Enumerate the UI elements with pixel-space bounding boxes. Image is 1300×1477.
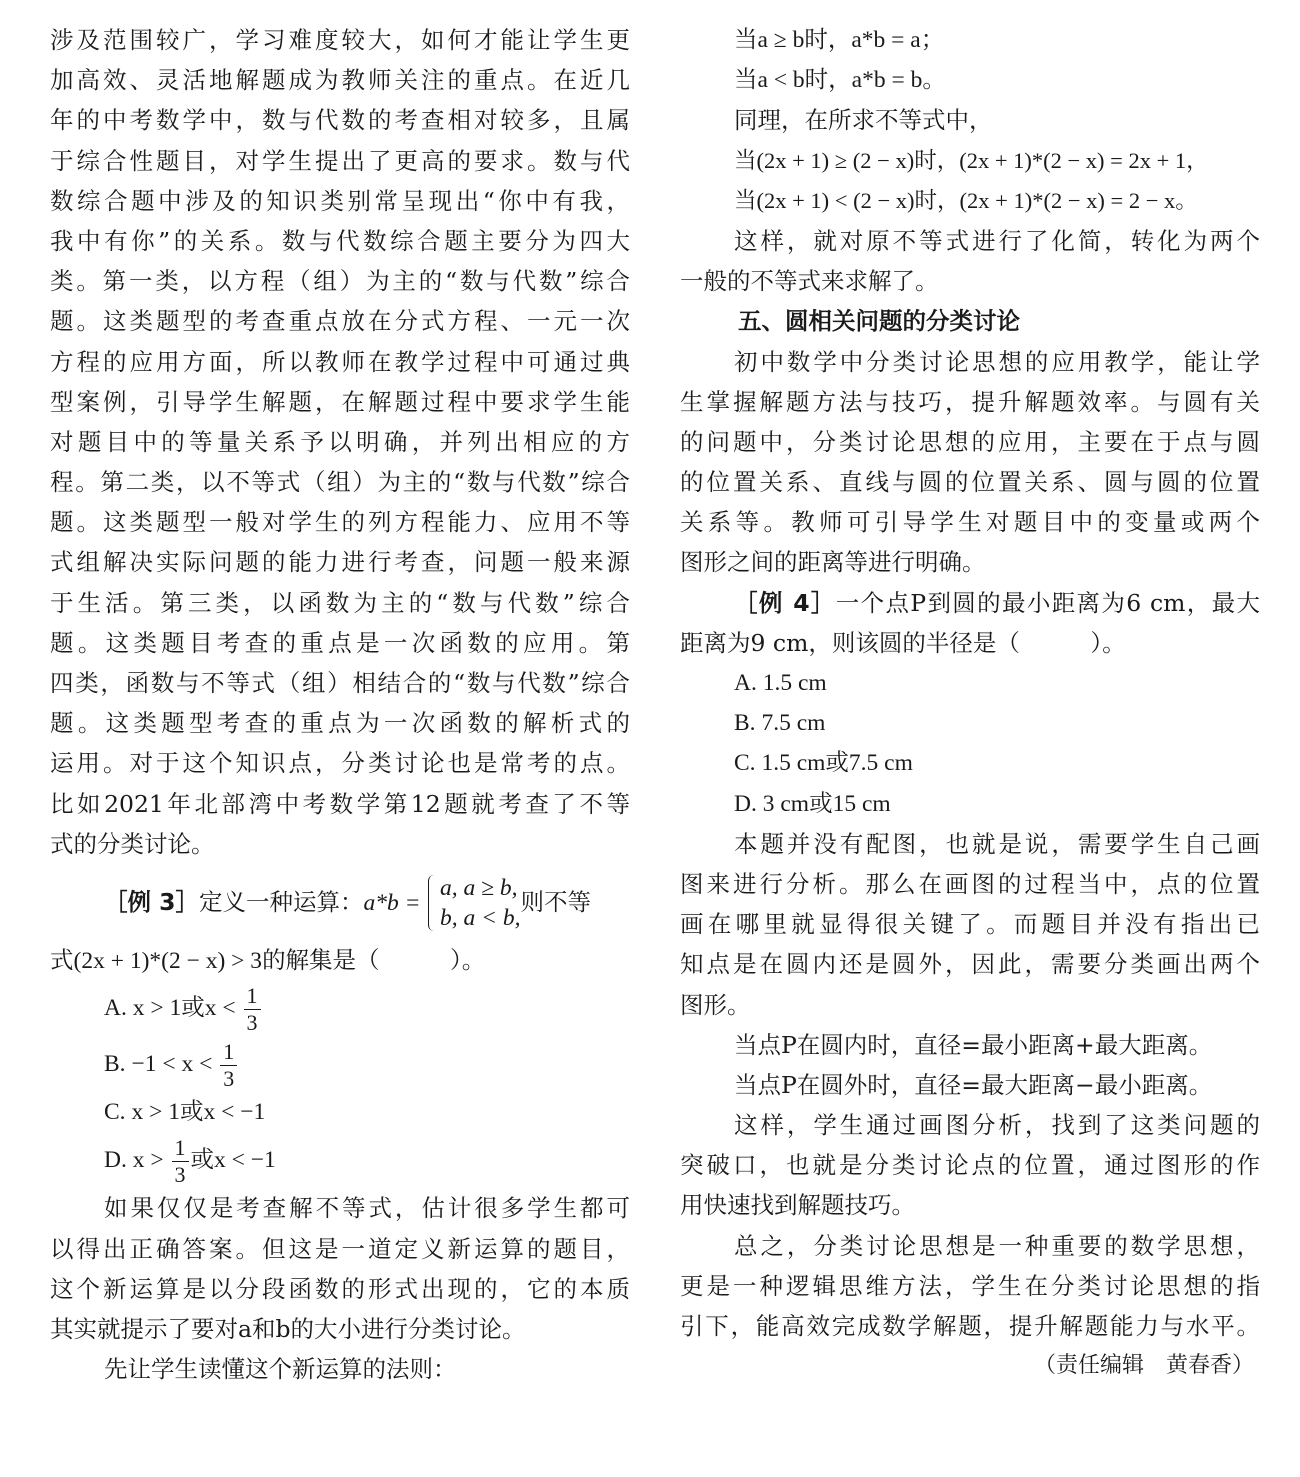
option-text: 7.5 cm: [761, 710, 826, 737]
text-line: 如果仅仅是考查解不等式，估计很多学生都可: [104, 1194, 630, 1223]
piecewise-case-1: a, a ≥ b,: [440, 875, 518, 902]
option-text-after: 或x < −1: [190, 1147, 276, 1174]
text-line: 一般的不等式来求解了。: [680, 267, 939, 296]
option-b: [680, 703, 1260, 743]
option-text: −1 < x <: [131, 1051, 213, 1078]
option-d: [50, 1132, 630, 1188]
text-line: 型案例，引导学生解题，在解题过程中要求学生能: [50, 387, 630, 416]
question-suffix: 的解集是（ ）。: [262, 945, 486, 974]
text-line: 式组解决实际问题的能力进行考查，问题一般来源: [50, 548, 630, 577]
text-line: 引下，能高效完成数学解题，提升解题能力与水平。: [680, 1312, 1260, 1340]
text-line: 涉及范围较广，学习难度较大，如何才能让学生更: [50, 26, 630, 54]
text-line: 以得出正确答案。但这是一道定义新运算的题目，: [50, 1234, 630, 1263]
option-label: C.: [104, 1099, 126, 1126]
operator-definition: a*b =: [363, 889, 421, 916]
option-label: D.: [104, 1147, 127, 1174]
example-3-question: [50, 940, 630, 980]
rule-line: 当(2x + 1) ≥ (2 − x)时，(2x + 1)*(2 − x) = 2x + 1，: [734, 147, 1209, 173]
text-line: 先让学生读懂这个新运算的法则：: [104, 1355, 457, 1384]
text-line: 知点是在圆内还是圆外，因此，需要分类画出两个: [680, 950, 1260, 979]
left-brace: [428, 875, 437, 931]
text-line: 初中数学中分类讨论思想的应用教学，能让学: [734, 347, 1260, 376]
example-3-intro: 定义一种运算：: [199, 887, 364, 916]
text-line: 比如2021年北部湾中考数学第12题就考查了不等: [50, 789, 630, 818]
text-line: 题。这类题目考查的重点是一次函数的应用。第: [50, 628, 630, 657]
text-line: 于综合性题目，对学生提出了更高的要求。数与代: [50, 146, 630, 175]
example-3-label: ［例 3］: [104, 887, 200, 916]
section-heading: 五、圆相关问题的分类讨论: [738, 307, 1020, 336]
text-line: 运用。对于这个知识点，分类讨论也是常考的点。: [50, 749, 630, 778]
option-a: [680, 663, 1260, 703]
fraction-denominator: 3: [223, 1066, 235, 1092]
text-line: 这样，就对原不等式进行了化简，转化为两个: [734, 226, 1260, 255]
fraction: [220, 1041, 237, 1090]
text-line: 其实就提示了要对a和b的大小进行分类讨论。: [50, 1314, 526, 1343]
section-paragraph: [680, 342, 1260, 583]
inequality-expression: (2x + 1)*(2 − x) > 3: [73, 947, 263, 974]
example-3-statement: [50, 864, 630, 940]
option-text: x >: [132, 1147, 164, 1174]
operation-rules: [680, 20, 1260, 301]
option-text: 3 cm或15 cm: [762, 790, 891, 817]
text-line: 总之，分类讨论思想是一种重要的数学思想，: [734, 1231, 1260, 1260]
fraction: [172, 1137, 189, 1186]
text-line: 这样，学生通过画图分析，找到了这类问题的: [734, 1111, 1260, 1140]
example-4-text: 一个点P到圆的最小距离为6 cm，最大: [835, 588, 1260, 617]
fraction: [244, 985, 261, 1034]
intro-paragraph: [50, 20, 630, 864]
text-line: 这个新运算是以分段函数的形式出现的，它的本质: [50, 1274, 630, 1303]
option-d: [680, 784, 1260, 824]
example-4-statement: [680, 583, 1260, 623]
example-4-question: 距离为9 cm，则该圆的半径是（ ）。: [680, 628, 1126, 657]
example-3-after: 则不等: [520, 887, 591, 916]
case-inside-circle: 当点P在圆内时，直径=最小距离+最大距离。: [734, 1030, 1213, 1059]
option-label: D.: [734, 790, 757, 817]
example-4: [680, 583, 1260, 824]
option-text: 1.5 cm或7.5 cm: [761, 750, 913, 777]
option-label: A.: [104, 995, 127, 1022]
editor-credit: （责任编辑 黄春香）: [1033, 1353, 1254, 1379]
text-line: 方程的应用方面，所以教师在教学过程中可通过典: [50, 347, 630, 376]
breakthrough-paragraph: [680, 1105, 1260, 1226]
case-outside-circle: 当点P在圆外时，直径=最大距离−最小距离。: [734, 1070, 1213, 1099]
text-line: 突破口，也就是分类讨论点的位置，通过图形的作: [680, 1151, 1260, 1180]
fraction-denominator: 3: [174, 1162, 186, 1188]
text-line: 我中有你”的关系。数与代数综合题主要分为四大: [50, 226, 630, 255]
question-prefix: 式: [50, 945, 74, 974]
text-line: 对题目中的等量关系予以明确，并列出相应的方: [50, 427, 630, 456]
text-line: 题。这类题型考查的重点为一次函数的解析式的: [50, 709, 630, 738]
text-line: 生掌握解题方法与技巧，提升解题效率。与圆有关: [680, 387, 1260, 416]
fraction-denominator: 3: [246, 1010, 258, 1036]
text-line: 四类，函数与不等式（组）相结合的“数与代数”综合: [50, 669, 630, 697]
option-text: x > 1或x <: [132, 995, 236, 1022]
example-4-label: ［例 4］: [734, 588, 836, 617]
option-text: x > 1或x < −1: [131, 1099, 266, 1126]
rule-line: 当a ≥ b时，a*b = a；: [734, 27, 945, 53]
piecewise-case-2: b, a < b,: [440, 905, 521, 932]
option-c: [680, 743, 1260, 783]
left-column: [50, 20, 630, 1389]
rule-line: 当a < b时，a*b = b。: [734, 67, 946, 94]
option-text: 1.5 cm: [762, 670, 827, 696]
conclusion-paragraph: [680, 1226, 1260, 1347]
analysis-paragraph: [680, 824, 1260, 1105]
text-line: 于生活。第三类，以函数为主的“数与代数”综合: [50, 588, 630, 617]
option-c: [50, 1092, 630, 1132]
text-line: 年的中考数学中，数与代数的考查相对较多，且属: [50, 106, 630, 135]
option-label: A.: [734, 670, 757, 696]
text-line: 画在哪里就显得很关键了。而题目并没有指出已: [680, 910, 1260, 939]
fraction-numerator: 1: [244, 985, 261, 1010]
text-line: 加高效、灵活地解题成为教师关注的重点。在近几: [50, 66, 630, 95]
rule-line: 同理，在所求不等式中，: [734, 106, 993, 135]
text-line: 图形。: [680, 990, 751, 1019]
rule-line: 当(2x + 1) < (2 − x)时，(2x + 1)*(2 − x) = 2 − x。: [734, 187, 1198, 213]
text-line: 本题并没有配图，也就是说，需要学生自己画: [734, 829, 1260, 858]
piecewise-definition: [428, 873, 520, 933]
text-line: 更是一种逻辑思维方法，学生在分类讨论思想的指: [680, 1271, 1260, 1300]
text-line: 程。第二类，以不等式（组）为主的“数与代数”综合: [50, 468, 630, 497]
text-line: 的问题中，分类讨论思想的应用，主要在于点与圆: [680, 427, 1260, 456]
fraction-numerator: 1: [220, 1041, 237, 1066]
text-line: 的位置关系、直线与圆的位置关系、圆与圆的位置: [680, 468, 1260, 497]
text-line: 数综合题中涉及的知识类别常呈现出“你中有我，: [50, 186, 630, 215]
option-label: B.: [104, 1051, 126, 1078]
analysis-paragraph: [50, 1188, 630, 1389]
text-line: 式的分类讨论。: [50, 829, 215, 858]
option-label: B.: [734, 710, 756, 737]
text-line: 类。第一类，以方程（组）为主的“数与代数”综合: [50, 267, 630, 296]
option-a: [50, 980, 630, 1036]
option-label: C.: [734, 750, 756, 777]
text-line: 图来进行分析。那么在画图的过程当中，点的位置: [680, 869, 1260, 898]
text-line: 关系等。教师可引导学生对题目中的变量或两个: [680, 508, 1260, 537]
example-3: [50, 864, 630, 1188]
text-line: 用快速找到解题技巧。: [680, 1191, 915, 1220]
text-line: 题。这类题型一般对学生的列方程能力、应用不等: [50, 508, 630, 537]
text-line: 图形之间的距离等进行明确。: [680, 548, 986, 577]
option-b: [50, 1036, 630, 1092]
text-line: 题。这类题型的考查重点放在分式方程、一元一次: [50, 307, 630, 336]
fraction-numerator: 1: [172, 1137, 189, 1162]
right-column: [680, 20, 1260, 1386]
